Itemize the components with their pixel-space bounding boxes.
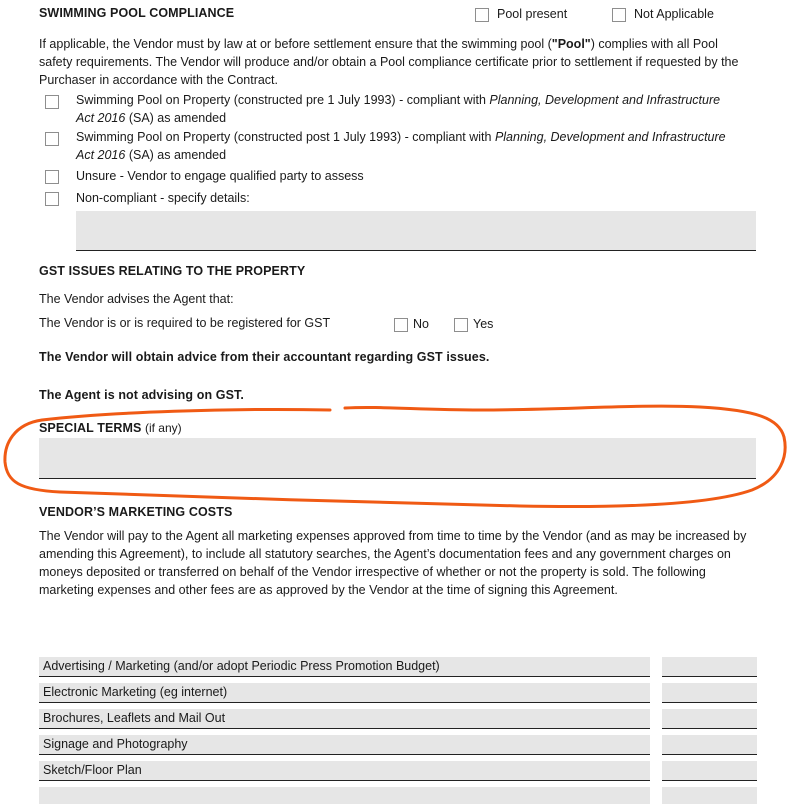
gst-no-checkbox[interactable]: [394, 318, 408, 332]
gst-section-heading: GST ISSUES RELATING TO THE PROPERTY: [39, 264, 306, 278]
pool-section-heading: SWIMMING POOL COMPLIANCE: [39, 6, 235, 20]
pool-option-post1993-label: Swimming Pool on Property (constructed post 1 July 1993) - compliant with Planning, Development and Infrastructure Act 2016 (SA) as amended: [76, 130, 726, 162]
marketing-row-amount-field[interactable]: [662, 683, 757, 703]
pool-not-applicable-label: Not Applicable: [634, 7, 714, 21]
special-terms-field[interactable]: [39, 438, 756, 479]
marketing-row-label: Sketch/Floor Plan: [39, 761, 650, 781]
pool-option-noncompliant-label: Non-compliant - specify details:: [76, 191, 250, 205]
pool-option-unsure-checkbox[interactable]: [45, 170, 59, 184]
marketing-row-label: Signage and Photography: [39, 735, 650, 755]
marketing-row-label: Advertising / Marketing (and/or adopt Periodic Press Promotion Budget): [39, 657, 650, 677]
pool-present-label: Pool present: [497, 7, 568, 21]
gst-advises-text: The Vendor advises the Agent that:: [39, 292, 234, 306]
pool-term-bold: "Pool": [551, 37, 591, 51]
pool-intro-paragraph: If applicable, the Vendor must by law at or before settlement ensure that the swimming pool ("Pool") complies with all Pool safety requirements. The Vendor will produce and/or obtain a Pool compliance certificate prior to settlement if requested by the Purchaser in accordance with the Contract.: [39, 37, 739, 87]
pool-option-post1993-checkbox[interactable]: [45, 132, 59, 146]
gst-yes-label: Yes: [473, 317, 494, 331]
pool-present-checkbox[interactable]: [475, 8, 489, 22]
gst-registered-label: The Vendor is or is required to be registered for GST: [39, 316, 331, 330]
pool-option-unsure-label: Unsure - Vendor to engage qualified party to assess: [76, 169, 364, 183]
special-terms-heading: SPECIAL TERMS (if any): [39, 421, 182, 435]
marketing-paragraph: The Vendor will pay to the Agent all marketing expenses approved from time to time by the Vendor (and as may be increased by amending this Agreement), to include all statutory searches, the Agent’s documentation fees and any government charges on moneys deposited or transferred on behalf of the Vendor irrespective of whether or not the property is sold. The following marketing expenses and other fees are as approved by the Vendor at the time of signing this Agreement.: [39, 529, 747, 597]
marketing-row-label: Brochures, Leaflets and Mail Out: [39, 709, 650, 729]
marketing-row-blank-field[interactable]: [39, 787, 650, 804]
pool-option-noncompliant-checkbox[interactable]: [45, 192, 59, 206]
marketing-row-amount-field[interactable]: [662, 709, 757, 729]
pool-option-pre1993-checkbox[interactable]: [45, 95, 59, 109]
noncompliant-details-field[interactable]: [76, 211, 756, 251]
gst-advice-note: The Vendor will obtain advice from their accountant regarding GST issues.: [39, 350, 490, 364]
marketing-row-amount-field[interactable]: [662, 787, 757, 804]
gst-no-label: No: [413, 317, 429, 331]
pool-not-applicable-checkbox[interactable]: [612, 8, 626, 22]
gst-agent-note: The Agent is not advising on GST.: [39, 388, 244, 402]
marketing-row-amount-field[interactable]: [662, 761, 757, 781]
marketing-row-label: Electronic Marketing (eg internet): [39, 683, 650, 703]
gst-yes-checkbox[interactable]: [454, 318, 468, 332]
marketing-row-amount-field[interactable]: [662, 735, 757, 755]
marketing-row-amount-field[interactable]: [662, 657, 757, 677]
marketing-section-heading: VENDOR’S MARKETING COSTS: [39, 505, 233, 519]
pool-option-pre1993-label: Swimming Pool on Property (constructed pre 1 July 1993) - compliant with Planning, Development and Infrastructure Act 2016 (SA) as amended: [76, 93, 721, 125]
